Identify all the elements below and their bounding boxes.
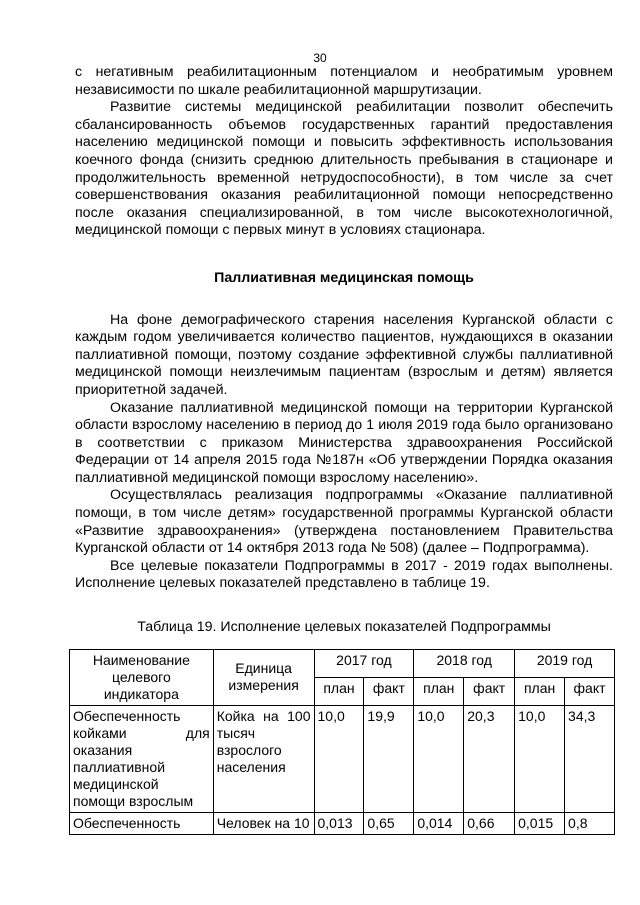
indicators-table [69, 649, 615, 835]
value-cell: 20,3 [464, 705, 515, 812]
value-cell: 0,65 [364, 812, 414, 834]
table-header-row [70, 649, 615, 677]
table-caption: Таблица 19. Исполнение целевых показателей Подпрограммы [137, 619, 551, 636]
value-cell: 0,013 [314, 812, 364, 834]
value-cell: 0,015 [515, 812, 565, 834]
paragraph-demographics: На фоне демографического старения населения Курганской области с каждым годом увеличивается количество пациентов, нуждающихся в оказании паллиативной помощи, поэтому создание эффективной службы паллиативной медицинской помощи неизлечимым пациентам (взрослым и детям) является приоритетной задачей. [75, 311, 613, 398]
value-cell: 0,66 [464, 812, 515, 834]
value-cell: 34,3 [565, 705, 615, 812]
header-unit: Единица измерения [213, 649, 314, 705]
paragraph-rehabilitation: Развитие системы медицинской реабилитации позволит обеспечить сбалансированность объемов государственных гарантий предоставления населению медицинской помощи и повысить эффективность использования коечного фонда (снизить среднюю длительность пребывания в стационаре и продолжительность временной нетрудоспособности), в том числе за счет совершенствования оказания реабилитационной помощи непосредственно после оказания специализированной, в том числе высокотехнологичной, медицинской помощи с первых минут в условиях стационара. [75, 99, 613, 239]
paragraph-organization: Оказание паллиативной медицинской помощи на территории Курганской области взрослому населению в период до 1 июля 2019 года было организовано в соответствии с приказом Министерства здравоохранения Российской Федерации от 14 апреля 2015 года №187н «Об утверждении Порядка оказания паллиативной медицинской помощи взрослому населению». [75, 399, 613, 486]
header-indicator: Наименование целевого индикатора [70, 649, 214, 705]
paragraph-continuation: с негативным реабилитационным потенциалом и необратимым уровнем независимости по шкале реабилитационной маршрутизации. [75, 64, 613, 98]
table-row [70, 812, 615, 834]
paragraph-targets: Все целевые показатели Подпрограммы в 2017 - 2019 годах выполнены. Исполнение целевых показателей представлено в таблице 19. [75, 557, 613, 592]
header-year-2018: 2018 год [414, 649, 515, 677]
header-plan: план [414, 677, 464, 705]
page-number: 30 [313, 51, 327, 65]
document-body [75, 64, 613, 835]
paragraph-subprogram: Осуществлялась реализация подпрограммы «Оказание паллиативной помощи, в том числе детям» государственной программы Курганской области «Развитие здравоохранения» (утверждена постановлением Правительства Курганской области от 14 октября 2013 года № 508) (далее – Подпрограмма). [75, 487, 613, 557]
header-fact: факт [565, 677, 615, 705]
value-cell: 19,9 [364, 705, 414, 812]
indicator-cell: Обеспеченность койками для оказания паллиативной медицинской помощи взрослым [70, 705, 214, 812]
unit-cell: Человек на 10 [213, 812, 314, 834]
header-plan: план [515, 677, 565, 705]
value-cell: 0,8 [565, 812, 615, 834]
header-year-2019: 2019 год [515, 649, 615, 677]
header-fact: факт [364, 677, 414, 705]
unit-cell: Койка на 100 тысяч взрослого населения [213, 705, 314, 812]
value-cell: 10,0 [515, 705, 565, 812]
value-cell: 10,0 [314, 705, 364, 812]
value-cell: 10,0 [414, 705, 464, 812]
table-row [70, 705, 615, 812]
header-year-2017: 2017 год [314, 649, 414, 677]
header-plan: план [314, 677, 364, 705]
indicator-cell: Обеспеченность [70, 812, 214, 834]
header-fact: факт [464, 677, 515, 705]
value-cell: 0,014 [414, 812, 464, 834]
section-heading: Паллиативная медицинская помощь [214, 269, 474, 286]
